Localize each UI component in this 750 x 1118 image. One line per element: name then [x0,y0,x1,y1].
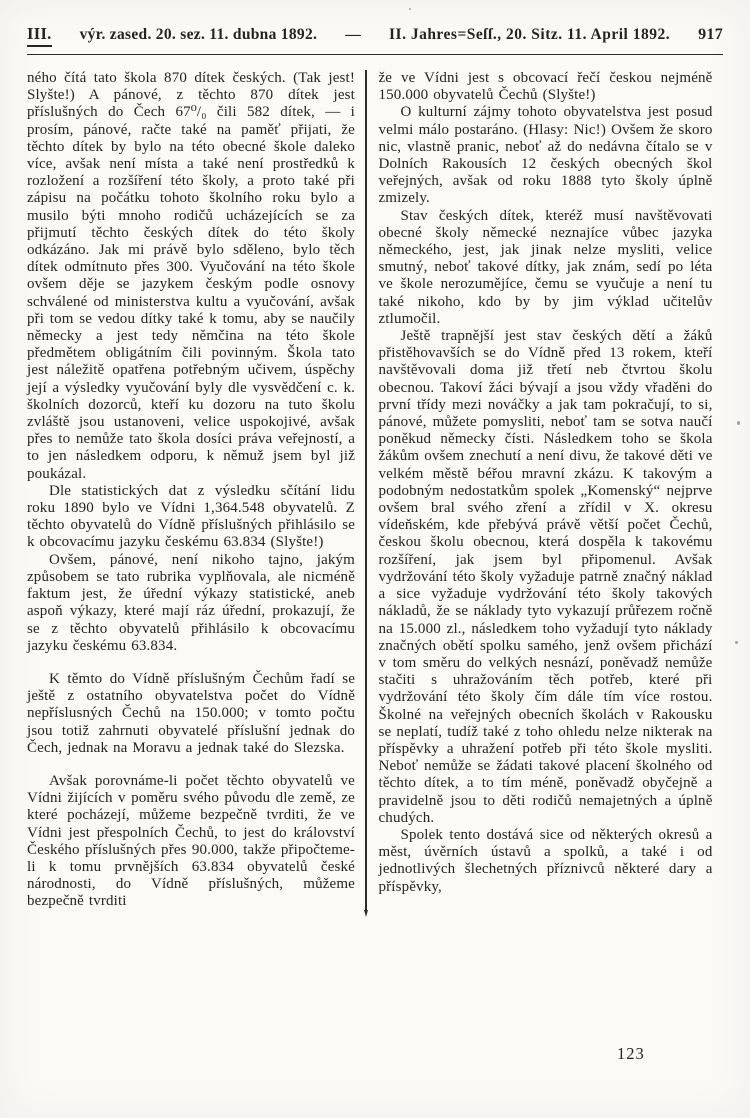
paragraph: Avšak porovnáme-li počet těchto obyvatelů ve Vídni žijících v poměru svého původu dle země, ze které pocházejí, můžeme bezpečně tvrditi, že ve Vídni jest přespolních Čechů, to jest do království Českého příslušných přes 90.000, takže připočteme-li k tomu prvnějších 63.834 obyvatelů české národnosti, do Vídně příslušných, můžeme bezpečně tvrditi [27,772,355,910]
running-header [27,24,723,55]
text-columns [27,70,723,911]
scan-speck [737,421,740,425]
paragraph: Dle statistických dat z výsledku sčítání lidu roku 1890 bylo ve Vídni 1,364.548 obyvatelů. Z těchto obyvatelů do Vídně příslušných přihlásilo se k obcovacímu jazyku českému 63.834 (Slyšte!) [27,482,355,551]
paragraph: Stav českých dítek, kteréž musí navštěvovati obecné školy německé neznajíce vůbec jazyka německého, jest, jak jinak nelze mysliti, velice smutný, neboť takové dítky, jak znám, sedí po léta ve škole nerozumějíce, čemu se vyučuje a není tu také nikoho, kdo by by jim výklad učitelův ztlumočil. [378,207,713,327]
right-column [367,70,713,911]
paragraph: Ještě trapnější jest stav českých dětí a žáků přistěhovavších se do Vídně před 13 rokem, kteří navštěvovali doma již třetí neb čtvrtou školu obecnou. Takoví žáci bývají a jsou vždy vřaděni do první třídy mezi nováčky a jak tam pokračují, to si, pánové, můžete pomysliti, neboť tam se sotva naučí poněkud německy čísti. Následkem toho se škola žákům ovšem znechutí a není divu, že takové děti ve velkém městě béřou mravní zkázu. K takovým a podobným nedostatkům spolek „Komenský“ nejprve ovšem bral svého zření a zřídil v X. okresu vídeňském, kde přebývá právě větší počet Čechů, českou školu obecnou, která dospěla k takovému rozšíření, jak jsem byl připomenul. Avšak vydržování této školy vyžaduje patrně značný náklad a sice vyžaduje vydržování této školy takových nákladů, že se náklady tyto vykazují průřezem ročně na 15.000 zl., následkem toho vyžadují tyto náklady značných obětí spolku samého, jenž ovšem přichází v tom směru do velkých nesnází, poněvadž nemůže stačiti s uhražováním těch potřeb, které při vydržování této školy čím dále tím více rostou. Školné na veřejných obecních školách v Rakousku se neplatí, tudíž také z toho ohledu nelze nikterak na příspěvky a uhražení potřeb při této škole mysliti. Neboť nemůže se žádati takové placení školného od těchto dítek, a to tím méně, poněvadž obyčejně a pravidelně jsou to děti rodičů nemajetných a úplně chudých. [378,328,713,826]
left-column [27,70,365,911]
header-german-date: II. Jahres=Seſſ., 20. Sitz. 11. April 1892. [389,26,671,43]
page-number: 917 [698,26,723,43]
header-dash: — [345,26,361,43]
paragraph: ného čítá tato škola 870 dítek českých. (Tak jest! Slyšte!) A pánové, z těchto 870 dítek jest příslušných do Čech 67⁰/₀ čili 582 dítek, — i prosím, pánové, račte také na paměť přijati, že těchto dítek by bylo na této obecné škole daleko více, avšak není místa a také není prostředků k rozložení a rozšíření této školy, a proto také při zápisu na počátku tohoto školního roku bylo a musilo býti mnoho rodičů ucházejících se za přijmutí těchto českých dítek do této školy odkázáno. Jak mi právě bylo sděleno, bylo těch dítek odmítnuto přes 300. Vyučování na této škole ovšem děje se jazykem českým podle osnovy schválené od ministerstva kultu a vyučování, avšak při tom se vedou dítky také k tomu, aby se naučily německy a jest tedy němčina na této škole předmětem obligátním čili povinným. Škola tato jest náležitě opatřena potřebným učivem, úspěchy její a výsledky vyučování byly dle vysvědčení c. k. školních dozorců, kteří ku dozoru na tuto školu zvláště jsou ustanoveni, velice uspokojivé, avšak přes to nemůže tato škola dosíci práva veřejností, a to jen následkem odporu, k němuž jsem byl již poukázal. [27,70,355,482]
sheet-number: 123 [617,1044,645,1063]
session-number: III. [27,24,52,47]
paragraph: že ve Vídni jest s obcovací řečí českou nejméně 150.000 obyvatelů Čechů (Slyšte!) [378,70,713,104]
scan-speck [735,641,738,644]
column-divider-rule [365,70,367,911]
paragraph: Ovšem, pánové, není nikoho tajno, jakým způsobem se tato rubrika vyplňovala, ale nicméně faktum jest, že úřední výkazy statistické, aneb aspoň výkazy, které mají ráz úřední, prokazují, že se z těchto obyvatelů přihlásilo k obcovacímu jazyku českému 63.834. [27,551,355,654]
paragraph: K těmto do Vídně příslušným Čechům řadí se ještě z ostatního obyvatelstva počet do Vídně nepříslusných Čechů na 150.000; v tomto počtu jsou totiž zahrnuti obyvatelé příslušní jednak do Čech, jednak na Moravu a jednak také do Slezska. [27,670,355,756]
paragraph: Spolek tento dostává sice od některých okresů a měst, úvěrních ústavů a spolků, a také i od jednotlivých šlechetných příznivců některé dary a příspěvky, [378,826,713,895]
header-czech-date: výr. zased. 20. sez. 11. dubna 1892. [79,26,318,43]
scan-speck [409,8,411,10]
paragraph: O kulturní zájmy tohoto obyvatelstva jest posud velmi málo postaráno. (Hlasy: Nic!) Ovšem že skoro nic, vlastně pranic, neboť až do nedávna čítalo se v Dolních Rakousích 12 českých obecných škol veřejných, avšak od roku 1888 tyto školy úplně zmizely. [378,104,713,207]
